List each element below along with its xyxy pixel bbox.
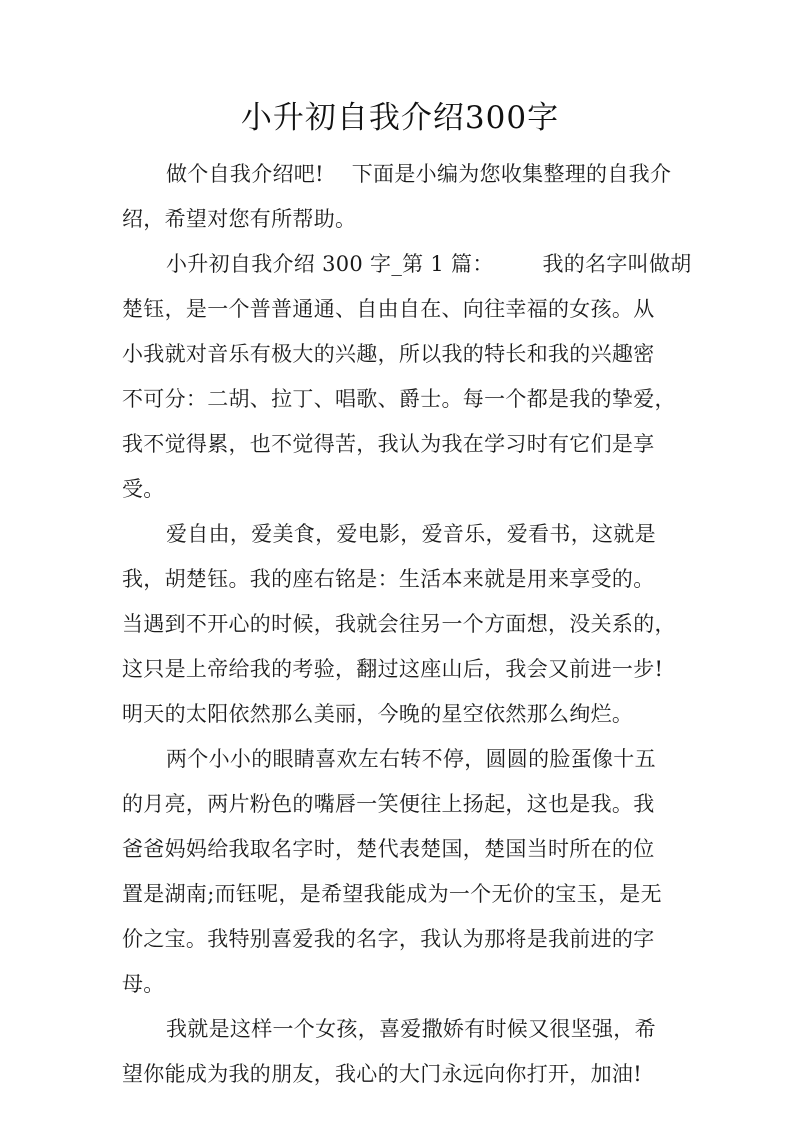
text-line: 两个小小的眼睛喜欢左右转不停，圆圆的脸蛋像十五 <box>166 747 656 771</box>
text-line: 母。 <box>122 972 165 996</box>
text-line: 小我就对音乐有极大的兴趣，所以我的特长和我的兴趣密 <box>122 342 655 366</box>
text-line: 的月亮，两片粉色的嘴唇一笑便往上扬起，这也是我。我 <box>122 792 655 816</box>
page-title: 小升初自我介绍300字 <box>240 100 560 136</box>
text-line: 受。 <box>122 477 165 501</box>
text-line: 价之宝。我特别喜爱我的名字，我认为那将是我前进的字 <box>122 927 655 951</box>
text-line: 我就是这样一个女孩，喜爱撒娇有时候又很坚强，希 <box>166 1017 656 1041</box>
text-line: 这只是上帝给我的考验，翻过这座山后，我会又前进一步! <box>122 657 664 681</box>
text-line: 绍，希望对您有所帮助。 <box>122 207 357 231</box>
text-line: 爱自由，爱美食，爱电影，爱音乐，爱看书，这就是 <box>166 522 656 546</box>
text-line: 楚钰，是一个普普通通、自由自在、向往幸福的女孩。从 <box>122 297 655 321</box>
text-line: 不可分：二胡、拉丁、唱歌、爵士。每一个都是我的挚爱， <box>122 387 676 411</box>
text-line: 我，胡楚钰。我的座右铭是：生活本来就是用来享受的。 <box>122 567 655 591</box>
document-body <box>122 152 692 1097</box>
text-line: 明天的太阳依然那么美丽，今晚的星空依然那么绚烂。 <box>122 702 634 726</box>
text-line: 爸爸妈妈给我取名字时，楚代表楚国，楚国当时所在的位 <box>122 837 655 861</box>
text-line: 我不觉得累，也不觉得苦，我认为我在学习时有它们是享 <box>122 432 655 456</box>
text-line: 小升初自我介绍 300 字_第 1 篇： 我的名字叫做胡 <box>166 252 692 276</box>
text-line: 望你能成为我的朋友，我心的大门永远向你打开，加油! <box>122 1062 642 1086</box>
text-line: 做个自我介绍吧! 下面是小编为您收集整理的自我介 <box>166 162 672 186</box>
text-line: 当遇到不开心的时候，我就会往另一个方面想，没关系的， <box>122 612 676 636</box>
text-line: 置是湖南;而钰呢，是希望我能成为一个无价的宝玉，是无 <box>122 882 662 906</box>
